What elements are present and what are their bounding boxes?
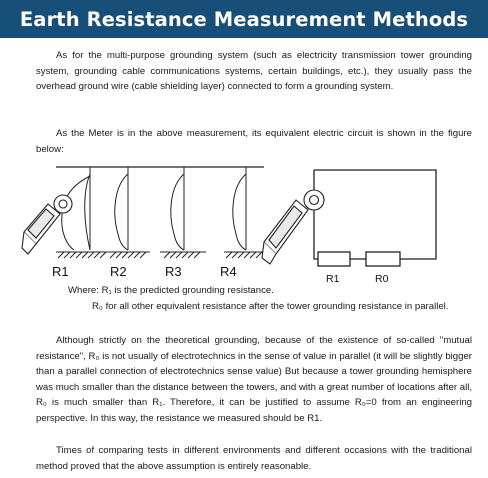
title-banner — [0, 0, 488, 38]
label-r1: R1 — [52, 264, 69, 279]
paragraph-conclusion: Times of comparing tests in different environments and different occasions with the traditional method proved that the above assumption is entirely reasonable. — [36, 445, 472, 472]
paragraph-circuit-intro: As the Meter is in the above measurement, its equivalent electric circuit is shown in the figure below: — [36, 128, 472, 155]
resistor-r1 — [318, 252, 350, 266]
label-r4: R4 — [220, 264, 237, 279]
label-r2: R2 — [110, 264, 127, 279]
tower-grounding-figure — [18, 164, 270, 282]
label-r1-circuit: R1 — [326, 273, 340, 285]
page-title: Earth Resistance Measurement Methods — [19, 7, 469, 31]
circuit-loop — [314, 170, 436, 259]
tower-4 — [233, 167, 246, 250]
ground-hatch-3 — [160, 252, 206, 258]
ground-hatch-1 — [56, 252, 106, 258]
tower-3 — [171, 167, 184, 250]
where-line: Where: R₁ is the predicted grounding resistance. — [68, 285, 274, 296]
label-r0-circuit: R0 — [375, 273, 389, 285]
clamp-meter-icon — [262, 190, 324, 264]
clamp-meter-icon — [22, 195, 72, 254]
label-r3: R3 — [165, 264, 182, 279]
paragraph-intro: As for the multi-purpose grounding system (such as electricity transmission tower grounding system, grounding cable communications systems, certain buildings, etc.), they usually pass the overhead ground wire (cable shielding layer) connected to form a grounding system. — [36, 50, 472, 93]
ground-hatch-2 — [106, 252, 150, 258]
equivalent-circuit-figure — [258, 164, 446, 286]
resistor-r0 — [366, 252, 400, 266]
tower-2 — [115, 167, 128, 250]
paragraph-mutual-resistance: Although strictly on the theoretical grounding, because of the existence of so-called "mutual resistance", R₀ is not usually of electrotechnics in the sense of value in parallel (it will be slightly bigger than a parallel connection of electrotechnics sense value) But because a tower grounding hemisphere was much smaller than the distance between the towers, and with a great number of locations after all, R₀ is much smaller than R₁. Therefore, it can be justified to assume R₀=0 from an engineering perspective. In this way, the resistance we measured should be R1. — [36, 335, 472, 424]
r0-description: R₀ for all other equivalent resistance after the tower grounding resistance in parallel. — [92, 301, 449, 312]
